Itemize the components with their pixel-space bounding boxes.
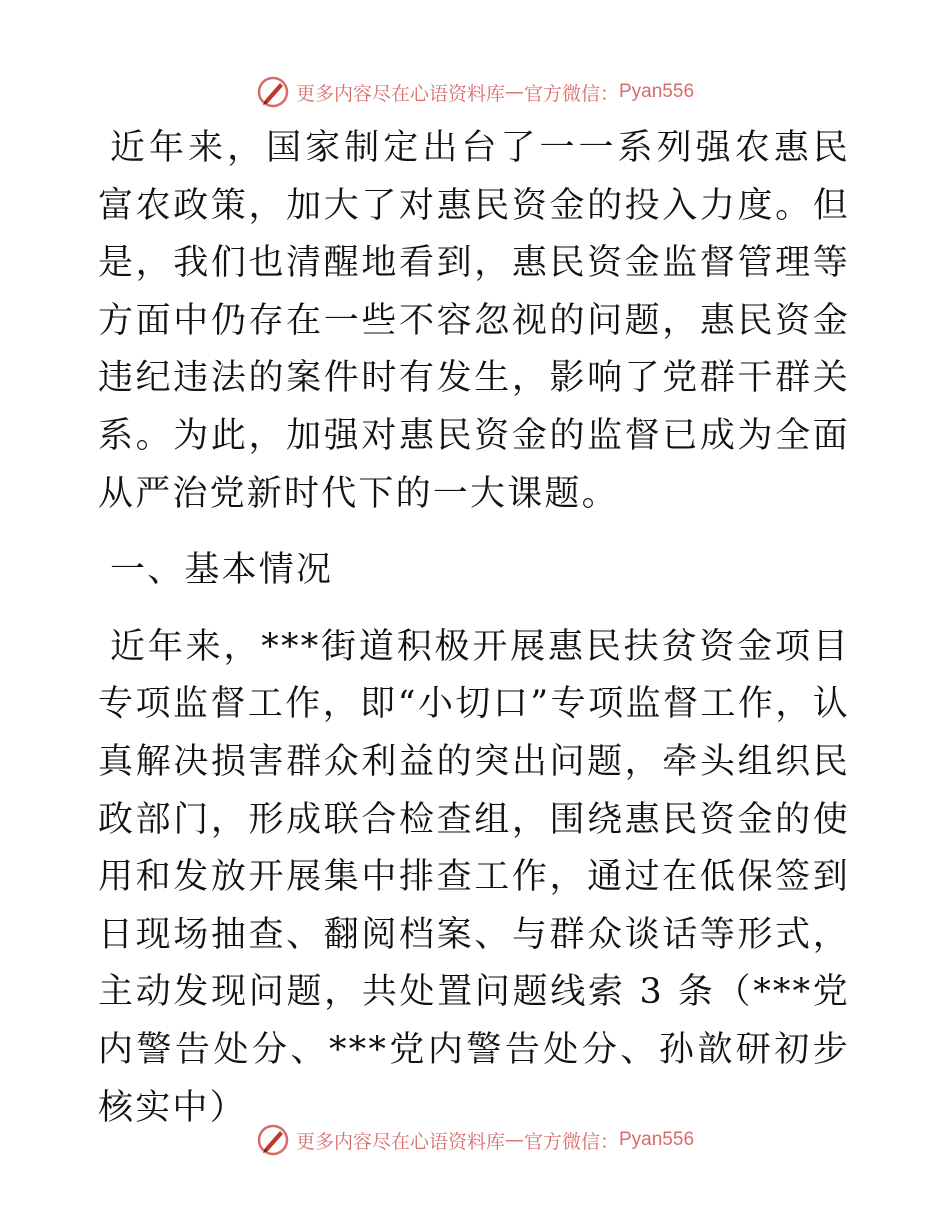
watermark-separator: —: [504, 81, 524, 103]
watermark-wechat-id: Pyan556: [619, 81, 695, 102]
watermark-header: [0, 72, 950, 112]
watermark-separator: —: [504, 1129, 524, 1151]
section-heading: 一、基本情况: [110, 550, 334, 591]
watermark-footer: [0, 1120, 950, 1160]
watermark-wechat-id: Pyan556: [619, 1129, 695, 1150]
watermark-wechat-label: 官方微信：: [523, 82, 619, 105]
section-paragraph: 近年来，***街道积极开展惠民扶贫资金项目专项监督工作，即“小切口”专项监督工作，认真解决损害群众利益的突出问题，牵头组织民政部门，形成联合检查组，围绕惠民资金的使用和发放开展集中排查工作，通过在低保签到日现场抽查、翻阅档案、与群众谈话等形式，主动发现问题，共处置问题线索 3 条（***党内警告处分、***党内警告处分、孙歆研初步核实中）: [98, 626, 850, 1128]
watermark-brand-text: 更多内容尽在心语资料库: [295, 1130, 505, 1153]
watermark-brand-text: 更多内容尽在心语资料库: [295, 82, 505, 105]
document-body: [98, 120, 850, 1156]
watermark-wechat-label: 官方微信：: [523, 1130, 619, 1153]
pen-logo-icon: [256, 1123, 290, 1157]
intro-paragraph: 近年来，国家制定出台了一一系列强农惠民富农政策，加大了对惠民资金的投入力度。但是，我们也清醒地看到，惠民资金监督管理等方面中仍存在一些不容忽视的问题，惠民资金违纪违法的案件时有发生，影响了党群干群关系。为此，加强对惠民资金的监督已成为全面从严治党新时代下的一大课题。: [98, 128, 850, 514]
pen-logo-icon: [256, 75, 290, 109]
